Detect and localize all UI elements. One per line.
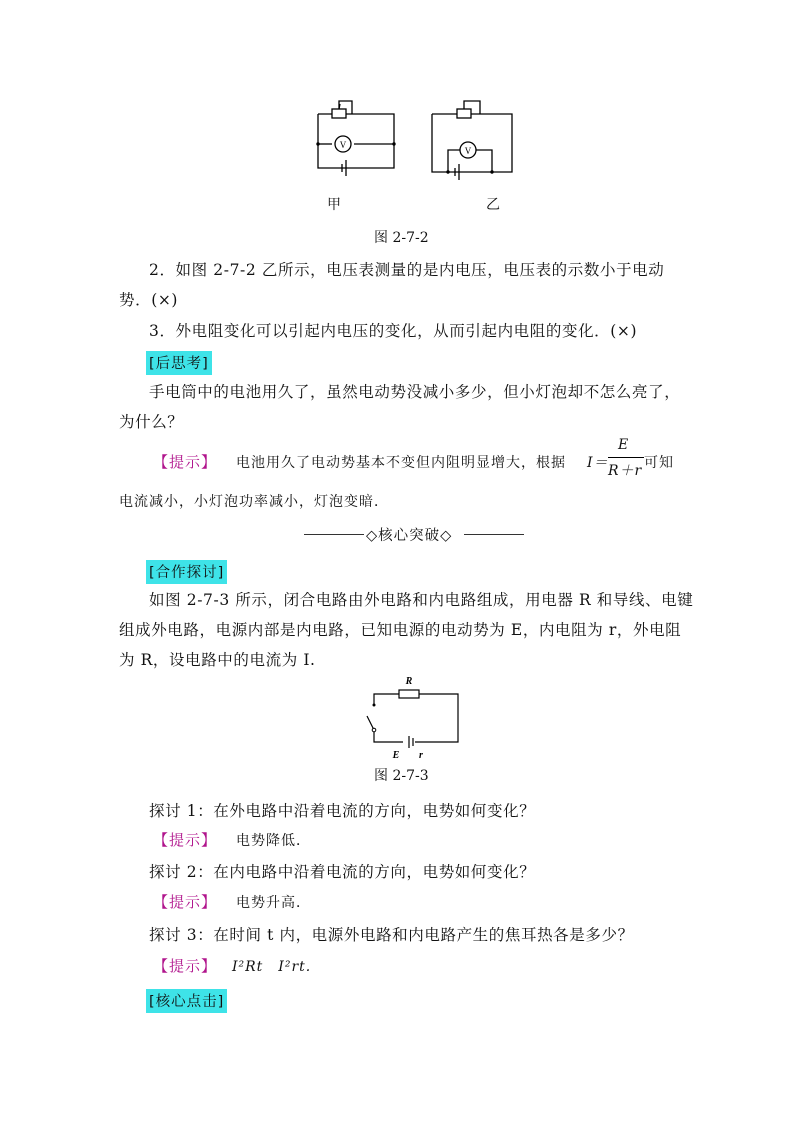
- item2-line2: 势．(×): [119, 291, 179, 309]
- discussion-3-hint-label: 【提示】: [153, 957, 218, 975]
- answer-post: 可知: [644, 455, 674, 471]
- formula-fraction-bar: [608, 457, 644, 458]
- voltmeter-label-jia: V: [339, 140, 347, 150]
- discussion-2-answer: 电势升高．: [236, 895, 311, 911]
- item2-line1: 2．如图 2-7-2 乙所示，电压表测量的是内电压，电压表的示数小于电动: [149, 261, 665, 279]
- circuit-yi: [432, 101, 512, 180]
- discussion-2-question: 探讨 2：在内电路中沿着电流的方向，电势如何变化？: [149, 863, 536, 881]
- emf-label-E: E: [392, 750, 400, 761]
- after-think-question-line1: 手电筒中的电池用久了，虽然电动势没减小多少，但小灯泡却不怎么亮了，: [149, 383, 681, 401]
- figure-caption-2-7-2: 图 2-7-2: [374, 230, 429, 246]
- core-tag: [核心点击]: [146, 989, 227, 1013]
- after-think-tag: [后思考]: [146, 351, 212, 375]
- after-think-question-line2: 为什么？: [119, 413, 184, 431]
- section-title: ◇核心突破◇: [366, 528, 453, 544]
- divider-right: [464, 534, 524, 535]
- coop-tag: [合作探讨]: [146, 560, 227, 584]
- discussion-1-answer: 电势降低．: [236, 833, 311, 849]
- formula-denominator: R＋r: [608, 463, 643, 479]
- discussion-3-question: 探讨 3：在时间 t 内，电源外电路和内电路产生的焦耳热各是多少？: [149, 926, 634, 944]
- discussion-1-hint-label: 【提示】: [153, 831, 218, 849]
- formula-lhs: I＝: [587, 455, 609, 471]
- coop-line2: 组成外电路，电源内部是内电路，已知电源的电动势为 E，内电阻为 r，外电阻: [119, 621, 682, 639]
- label-jia: 甲: [327, 197, 341, 213]
- coop-line1: 如图 2-7-3 所示，闭合电路由外电路和内电路组成，用电器 R 和导线、电键: [149, 591, 694, 609]
- discussion-2-hint-label: 【提示】: [153, 893, 218, 911]
- item3-line1: 3．外电阻变化可以引起内电压的变化，从而引起内电阻的变化．(×): [149, 322, 638, 340]
- coop-line3: 为 R，设电路中的电流为 I.: [119, 651, 316, 669]
- resistor-label-R: R: [405, 676, 413, 687]
- label-yi: 乙: [486, 197, 500, 213]
- figure-2-7-3: [355, 672, 470, 762]
- internal-resistance-label-r: r: [419, 750, 423, 761]
- discussion-3-answer: I²Rt I²rt.: [232, 959, 312, 975]
- voltmeter-label-yi: V: [464, 146, 472, 156]
- formula-numerator: E: [618, 437, 630, 453]
- hint-label: 【提示】: [153, 453, 218, 471]
- discussion-1-question: 探讨 1：在外电路中沿着电流的方向，电势如何变化？: [149, 802, 536, 820]
- divider-left: [304, 534, 364, 535]
- figure-caption-2-7-3: 图 2-7-3: [374, 768, 429, 784]
- after-think-answer: 电池用久了电动势基本不变但内阻明显增大，根据: [236, 455, 566, 471]
- circuit-jia: [318, 101, 394, 176]
- after-think-answer-line2: 电流减小，小灯泡功率减小，灯泡变暗．: [119, 494, 389, 510]
